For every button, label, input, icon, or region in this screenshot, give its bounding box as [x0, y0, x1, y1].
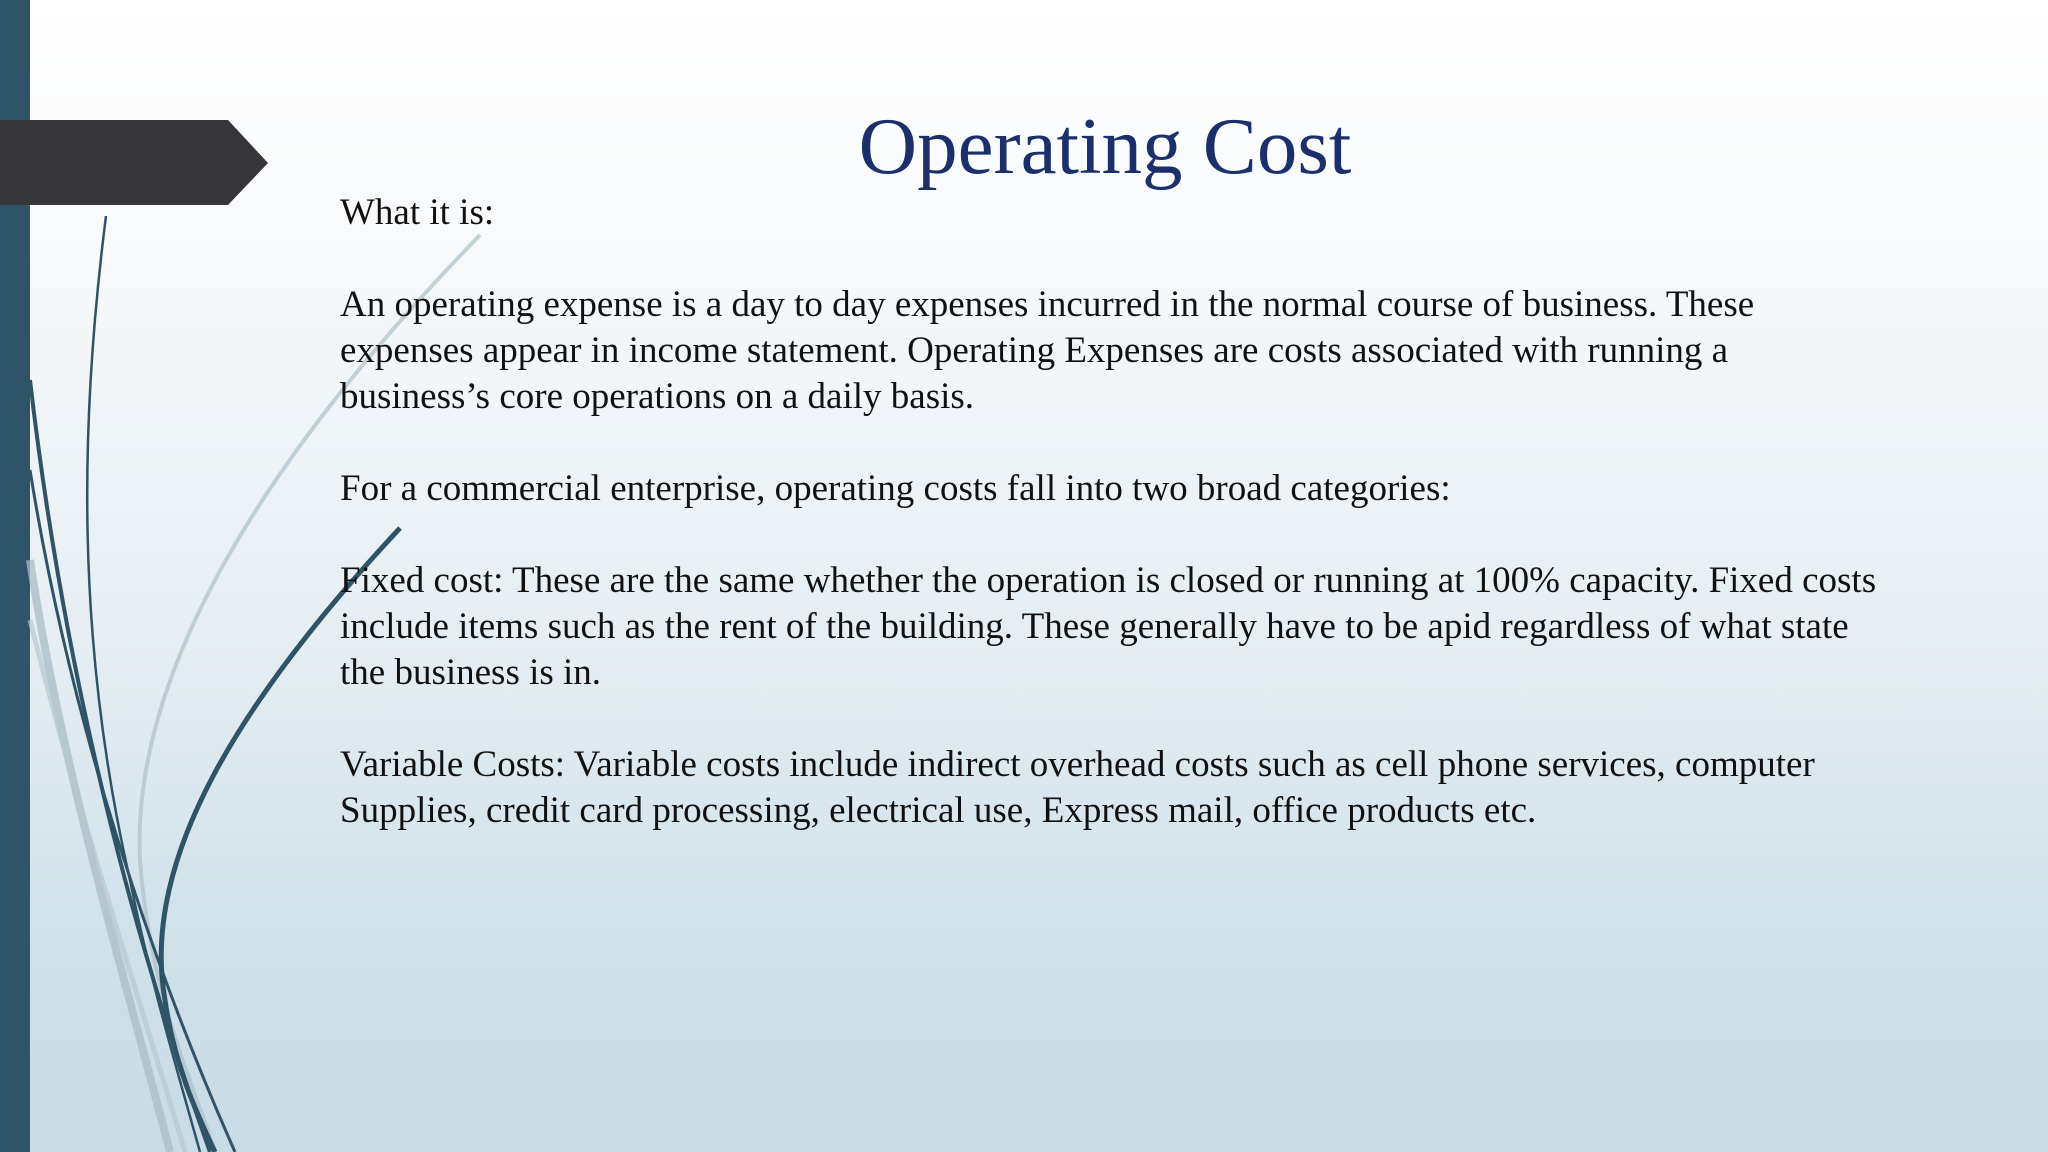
paragraph-categories-intro: For a commercial enterprise, operating costs fall into two broad categories: [340, 468, 1451, 509]
paragraph-definition: An operating expense is a day to day expenses incurred in the normal course of business. These expenses appear in income statement. Operating Expenses are costs associated with running a business’s core operations on a daily basis. [340, 284, 1755, 417]
paragraph-variable-costs: Variable Costs: Variable costs include indirect overhead costs such as cell phone services, computer Supplies, credit card processing, electrical use, Express mail, office products etc. [340, 744, 1815, 831]
slide-title: Operating Cost [858, 101, 1352, 191]
paragraph-what-it-is: What it is: [340, 192, 495, 233]
slide-body [340, 190, 1880, 880]
tab-arrow-shape [0, 120, 268, 205]
paragraph-fixed-cost: Fixed cost: These are the same whether the operation is closed or running at 100% capacity. Fixed costs include items such as the rent of the building. These generally have to be apid regardless of what state the business is in. [340, 560, 1877, 693]
